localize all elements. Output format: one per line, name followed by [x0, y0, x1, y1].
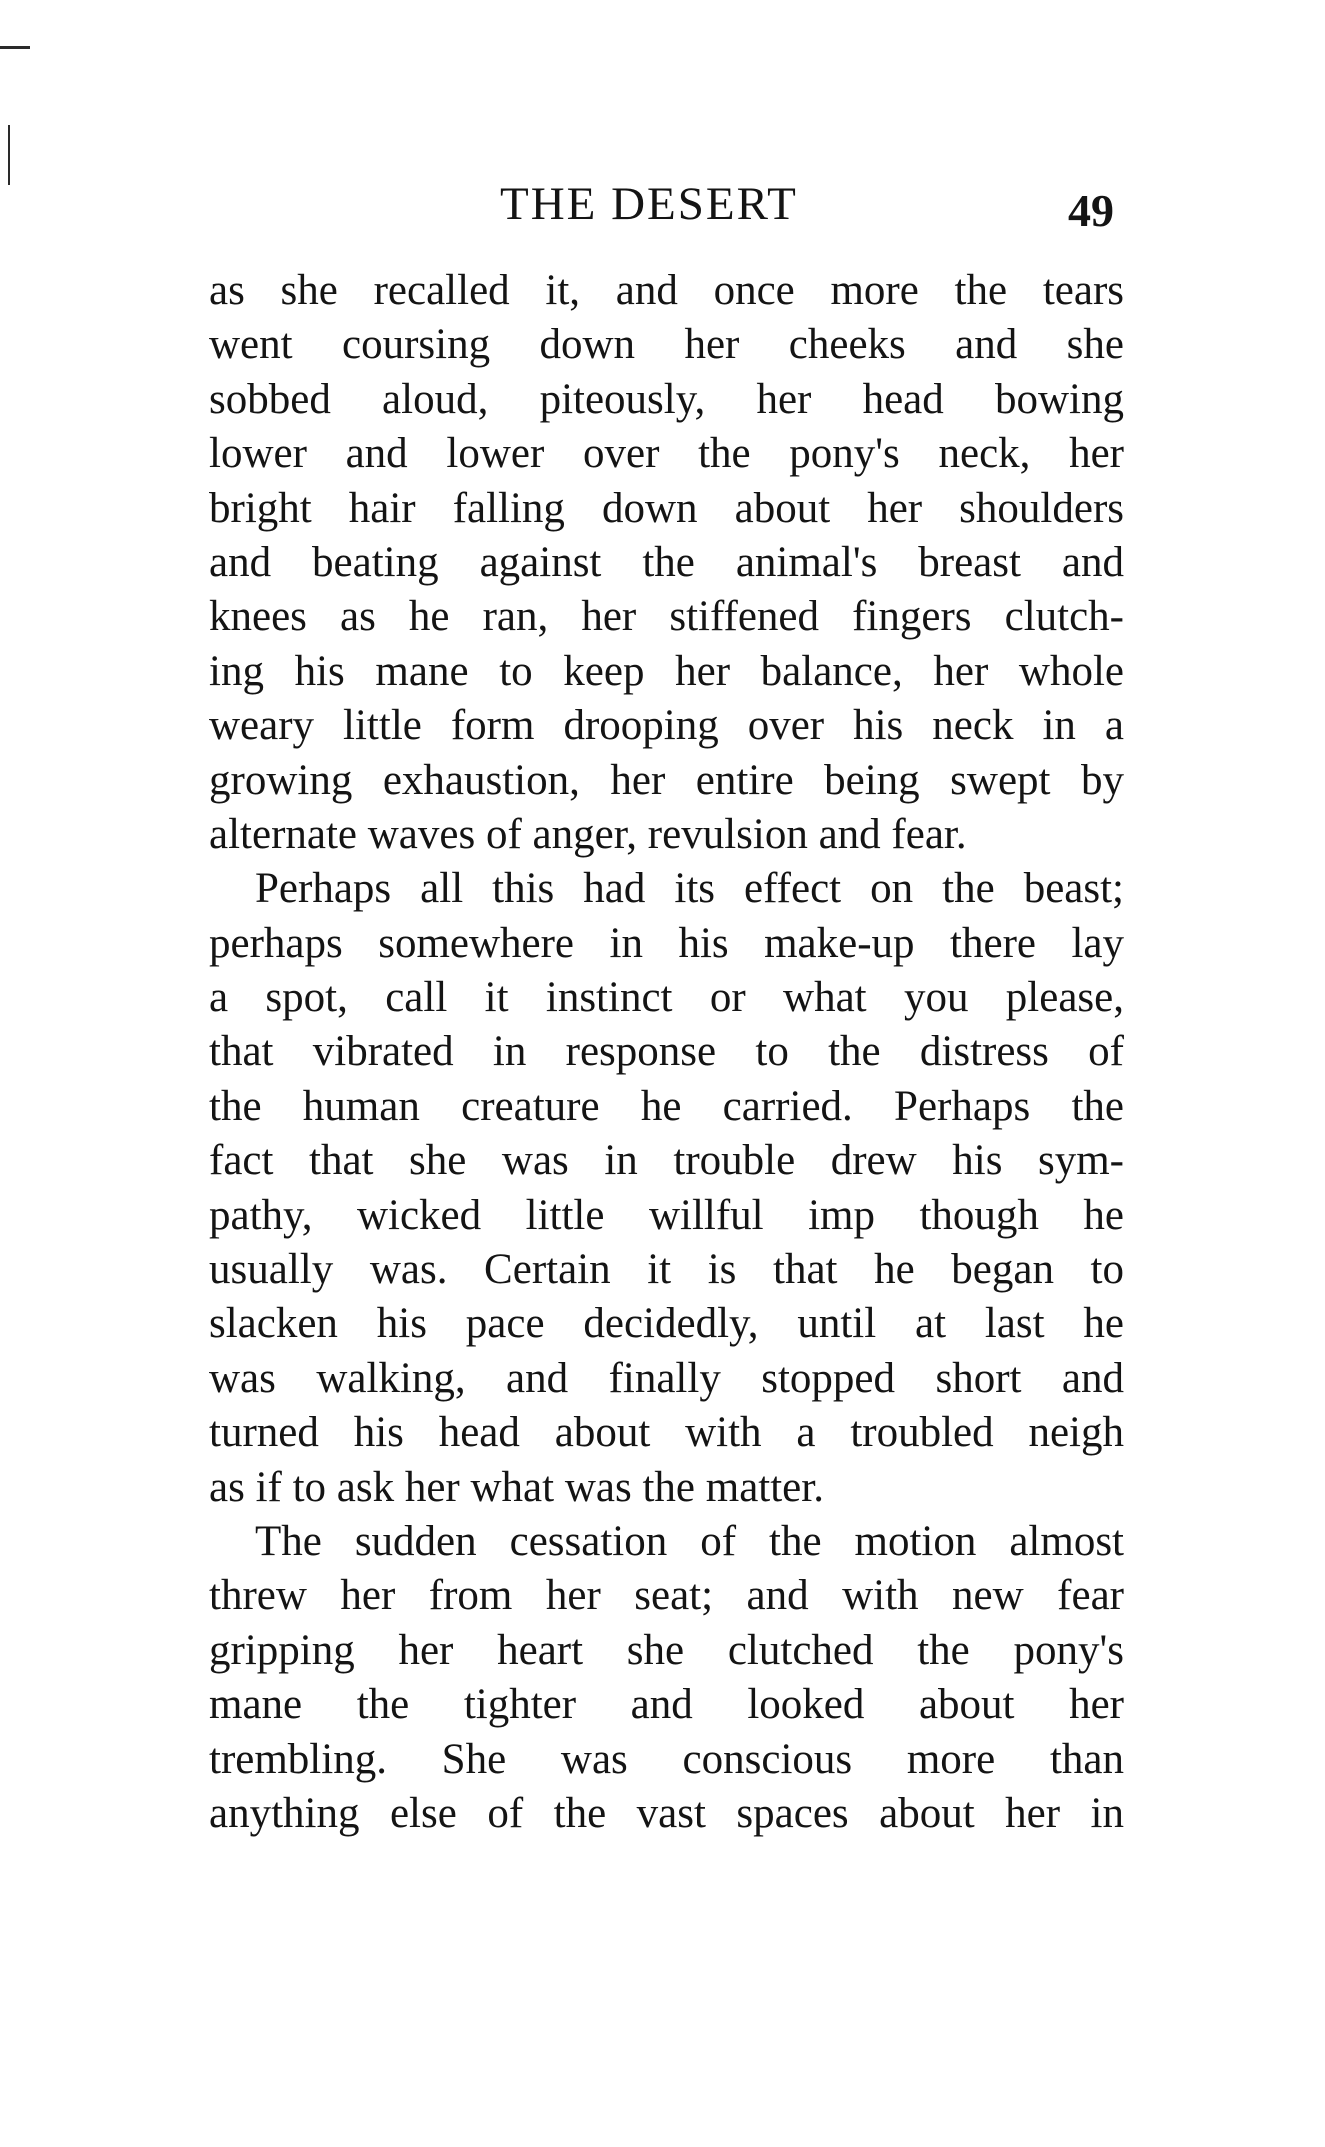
- text-line: mane the tighter and looked about her: [209, 1681, 1124, 1729]
- text-line: Perhaps all this had its effect on the beast;: [255, 865, 1124, 913]
- text-line: perhaps somewhere in his make-up there lay: [209, 919, 1124, 967]
- text-line: alternate waves of anger, revulsion and fear.: [209, 810, 967, 858]
- text-line: sobbed aloud, piteously, her head bowing: [209, 375, 1124, 423]
- text-line: slacken his pace decidedly, until at last he: [209, 1300, 1124, 1348]
- text-line: usually was. Certain it is that he began to: [209, 1246, 1124, 1294]
- text-line: The sudden cessation of the motion almost: [255, 1517, 1124, 1565]
- scan-edge-mark: [0, 46, 30, 49]
- text-line: pathy, wicked little willful imp though he: [209, 1191, 1124, 1239]
- text-line: that vibrated in response to the distress of: [209, 1028, 1124, 1076]
- text-line: growing exhaustion, her entire being swept by: [209, 756, 1124, 804]
- body-text: [209, 264, 1124, 1841]
- text-line: a spot, call it instinct or what you please,: [209, 974, 1124, 1022]
- text-line: turned his head about with a troubled neigh: [209, 1409, 1124, 1457]
- text-line: anything else of the vast spaces about her in: [209, 1789, 1124, 1837]
- scan-edge-mark: [8, 125, 10, 185]
- text-line: lower and lower over the pony's neck, her: [209, 430, 1124, 478]
- text-line: trembling. She was conscious more than: [209, 1735, 1124, 1783]
- text-line: as she recalled it, and once more the tears: [209, 267, 1124, 314]
- text-line: as if to ask her what was the matter.: [209, 1463, 824, 1511]
- text-line: went coursing down her cheeks and she: [209, 321, 1124, 369]
- running-head: THE DESERT: [500, 178, 798, 230]
- text-line: the human creature he carried. Perhaps the: [209, 1082, 1124, 1130]
- text-line: weary little form drooping over his neck in a: [209, 702, 1124, 750]
- text-line: threw her from her seat; and with new fear: [209, 1572, 1124, 1620]
- text-line: knees as he ran, her stiffened fingers clutch-: [209, 593, 1124, 641]
- text-line: gripping her heart she clutched the pony's: [209, 1626, 1124, 1674]
- text-line: ing his mane to keep her balance, her whole: [209, 647, 1124, 695]
- text-line: fact that she was in trouble drew his sym-: [209, 1137, 1124, 1185]
- text-line: bright hair falling down about her shoulders: [209, 484, 1124, 532]
- text-line: and beating against the animal's breast and: [209, 538, 1124, 586]
- text-line: was walking, and finally stopped short and: [209, 1354, 1124, 1402]
- page-number: 49: [1068, 185, 1114, 236]
